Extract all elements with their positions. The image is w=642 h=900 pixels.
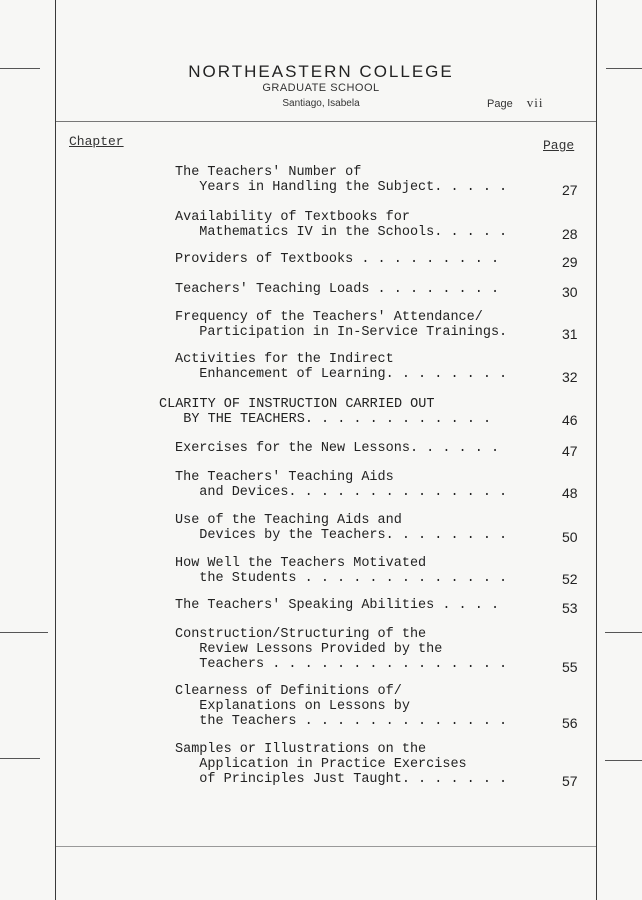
toc-entry-line: the Teachers . . . . . . . . . . . . .: [175, 714, 508, 729]
toc-entry: [159, 397, 578, 428]
toc-page-number: 47: [562, 443, 578, 459]
right-binding-line: [596, 0, 597, 900]
toc-page-number: 31: [562, 326, 578, 342]
toc-entry-line: Construction/Structuring of the: [175, 627, 427, 642]
toc-entry-line: Exercises for the New Lessons. . . . . .: [175, 441, 500, 456]
toc-entry: [175, 742, 578, 789]
toc-entry-line: Teachers' Teaching Loads . . . . . . . .: [175, 282, 500, 297]
toc-entry-line: Activities for the Indirect: [175, 352, 394, 367]
toc-page-number: 50: [562, 529, 578, 545]
toc-page-number: 55: [562, 659, 578, 675]
toc-page-number: 56: [562, 715, 578, 731]
toc-page-number: 57: [562, 773, 578, 789]
toc-entry-line: The Teachers' Teaching Aids: [175, 470, 394, 485]
toc-entry-line: Clearness of Definitions of/: [175, 684, 402, 699]
toc-entry-line: of Principles Just Taught. . . . . . .: [175, 772, 508, 787]
toc-entry-line: Mathematics IV in the Schools. . . . .: [175, 225, 508, 240]
toc-entry: [175, 165, 578, 198]
toc-page-number: 52: [562, 571, 578, 587]
toc-page-number: 27: [562, 182, 578, 198]
toc-entry-line: Review Lessons Provided by the: [175, 642, 443, 657]
college-name: NORTHEASTERN COLLEGE: [188, 62, 454, 81]
toc-entry: [175, 684, 578, 731]
toc-entry-line: and Devices. . . . . . . . . . . . . .: [175, 485, 508, 500]
page-column-heading: Page: [543, 138, 575, 153]
toc-entry-line: The Teachers' Number of: [175, 165, 362, 180]
toc-entry: [175, 441, 578, 459]
toc-page-number: 29: [562, 254, 578, 270]
toc-entry: [175, 556, 578, 587]
toc-entry: [175, 210, 578, 242]
left-margin-rule: [0, 758, 40, 759]
toc-entry-line: Explanations on Lessons by: [175, 699, 410, 714]
footer-rule: [56, 846, 596, 847]
toc-entry-line: Samples or Illustrations on the: [175, 742, 427, 757]
toc-entry-line: Use of the Teaching Aids and: [175, 513, 402, 528]
header-top-rule: [56, 121, 596, 122]
toc-entry-line: Enhancement of Learning. . . . . . . .: [175, 367, 508, 382]
college-location: Santiago, Isabela: [282, 98, 360, 109]
toc-entry-line: Devices by the Teachers. . . . . . . .: [175, 528, 508, 543]
toc-entry-line: Application in Practice Exercises: [175, 757, 467, 772]
toc-entry-line: Teachers . . . . . . . . . . . . . . .: [175, 657, 508, 672]
page-label: Page: [487, 98, 513, 110]
toc-entry: [175, 252, 578, 270]
left-binding-line: [55, 0, 56, 900]
toc-page-number: 28: [562, 226, 578, 242]
toc-entry-line: Participation in In-Service Trainings.: [175, 325, 508, 340]
toc-page-number: 46: [562, 412, 578, 428]
toc-entry-line: BY THE TEACHERS. . . . . . . . . . . .: [159, 412, 492, 427]
toc-page-number: 30: [562, 284, 578, 300]
chapter-column-heading: Chapter: [69, 134, 124, 149]
toc-entry: [175, 513, 578, 545]
right-margin-rule: [605, 632, 642, 633]
school-name: GRADUATE SCHOOL: [262, 82, 380, 94]
toc-entry: [175, 282, 578, 300]
left-margin-rule: [0, 632, 48, 633]
toc-entry: [175, 598, 578, 616]
page-number-value: vii: [526, 95, 544, 110]
toc-page-number: 48: [562, 485, 578, 501]
toc-entry: [175, 470, 578, 501]
toc-entry-line: How Well the Teachers Motivated: [175, 556, 427, 571]
toc-entry-line: Frequency of the Teachers' Attendance/: [175, 310, 483, 325]
toc-page-number: 32: [562, 369, 578, 385]
toc-entry-line: Years in Handling the Subject. . . . .: [175, 180, 508, 195]
toc-entry-line: Providers of Textbooks . . . . . . . . .: [175, 252, 500, 267]
toc-entry: [175, 310, 578, 342]
toc-page-number: 53: [562, 600, 578, 616]
toc-entry-line: CLARITY OF INSTRUCTION CARRIED OUT: [159, 397, 435, 412]
toc-entry: [175, 352, 578, 385]
toc-entry-line: The Teachers' Speaking Abilities . . . .: [175, 598, 500, 613]
toc-entry-line: the Students . . . . . . . . . . . . .: [175, 571, 508, 586]
toc-entry-line: Availability of Textbooks for: [175, 210, 410, 225]
toc-entry: [175, 627, 578, 675]
right-margin-rule: [605, 760, 642, 761]
page-number: [487, 95, 543, 111]
